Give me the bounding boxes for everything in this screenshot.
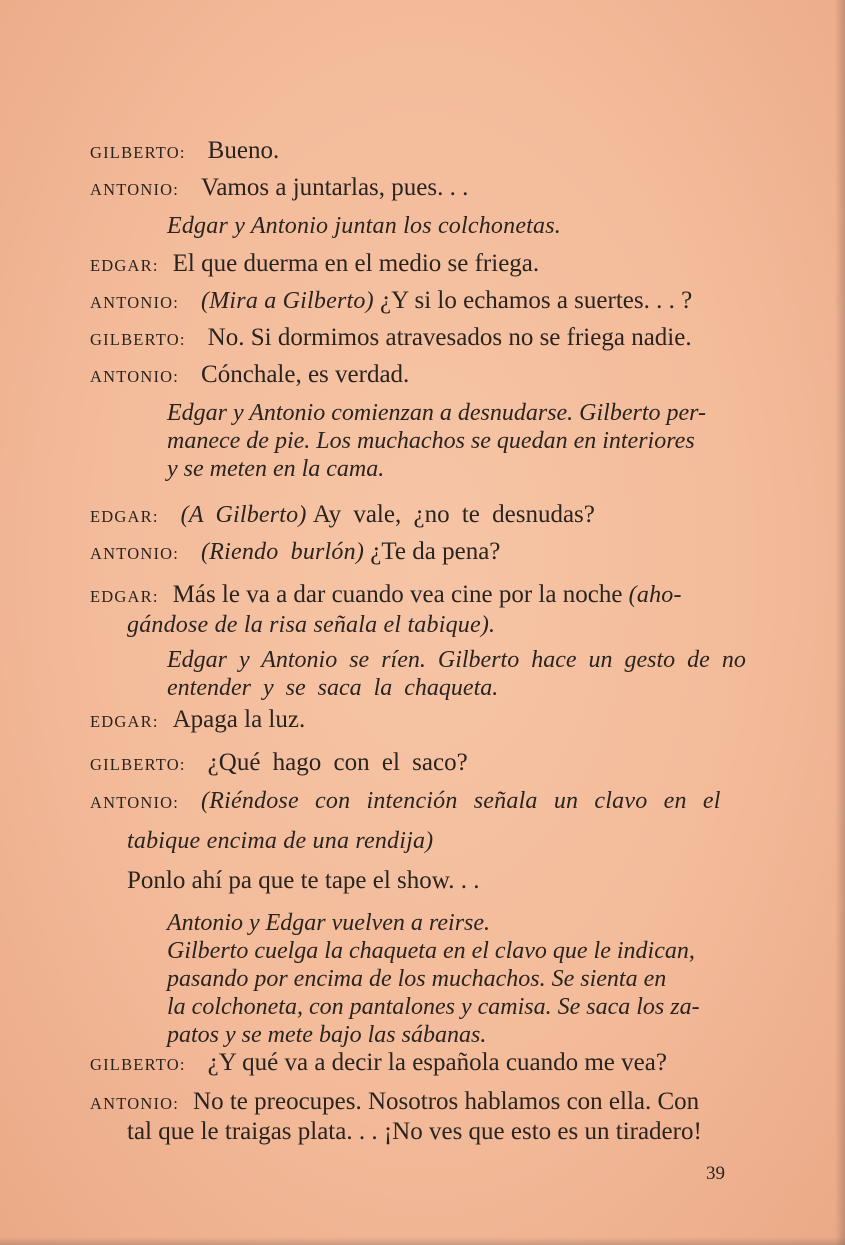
dialogue-text: ¿Qué hago con el saco? <box>207 749 468 776</box>
dialogue-line <box>90 249 539 279</box>
stage-line: pasando por encima de los muchachos. Se sienta en <box>167 966 667 992</box>
dialogue-text: Cónchale, es verdad. <box>201 361 410 388</box>
stage-direction: Edgar y Antonio juntan los colchonetas. <box>167 213 561 239</box>
speaker-name: ANTONIO: <box>90 544 180 563</box>
dialogue-text: Ay vale, ¿no te desnudas? <box>312 501 595 528</box>
speaker-name: ANTONIO: <box>90 1094 180 1113</box>
dialogue-line <box>90 323 692 353</box>
stage-line: y se meten en la cama. <box>167 456 385 482</box>
stage-line: Edgar y Antonio se ríen. Gilberto hace un gesto de no <box>167 647 746 673</box>
stage-direction: (Riendo burlón) <box>201 539 365 565</box>
dialogue-text: ¿Y si lo echamos a suertes. . . ? <box>380 287 693 314</box>
dialogue-line <box>90 360 409 390</box>
dialogue-line <box>90 580 682 610</box>
speaker-name: ANTONIO: <box>90 367 180 386</box>
dialogue-line <box>90 286 692 316</box>
dialogue-line <box>90 1048 667 1078</box>
stage-line: Edgar y Antonio comienzan a desnudarse. Gilberto per- <box>167 400 707 426</box>
dialogue-text: Vamos a juntarlas, pues. . . <box>201 174 469 201</box>
dialogue-text: El que duerma en el medio se friega. <box>172 250 540 277</box>
speaker-name: ANTONIO: <box>90 293 180 312</box>
stage-direction: (Mira a Gilberto) <box>201 288 374 314</box>
speaker-name: GILBERTO: <box>90 143 186 162</box>
dialogue-line <box>90 136 279 166</box>
dialogue-line <box>90 173 468 203</box>
stage-line: manece de pie. Los muchachos se quedan en interiores <box>167 428 695 454</box>
stage-direction-block <box>167 646 746 702</box>
stage-direction-block <box>167 909 700 1049</box>
dialogue-text: Bueno. <box>207 137 280 164</box>
dialogue-text: No te preocupes. Nosotros hablamos con ella. Con <box>193 1088 700 1115</box>
dialogue-line <box>90 748 468 778</box>
dialogue-text: ¿Y qué va a decir la española cuando me vea? <box>207 1049 667 1076</box>
page-edge-shadow <box>835 0 845 1245</box>
stage-direction: (aho- <box>628 582 682 608</box>
page-number: 39 <box>706 1163 725 1184</box>
stage-line: Gilberto cuelga la chaqueta en el clavo que le indican, <box>167 938 695 964</box>
page-edge-shadow <box>0 1237 845 1245</box>
stage-direction: tabique encima de una rendija) <box>127 828 434 854</box>
stage-direction: (Riéndose con intención señala un clavo en el <box>201 788 721 814</box>
dialogue-line <box>90 705 305 735</box>
speaker-name: GILBERTO: <box>90 330 186 349</box>
speaker-name: EDGAR: <box>90 712 159 731</box>
dialogue-line <box>90 1087 699 1117</box>
speaker-name: ANTONIO: <box>90 793 180 812</box>
stage-line: entender y se saca la chaqueta. <box>167 675 499 701</box>
stage-direction: (A Gilberto) <box>180 502 307 528</box>
dialogue-text: No. Si dormimos atravesados no se friega nadie. <box>207 324 692 351</box>
stage-direction: gándose de la risa señala el tabique). <box>127 612 496 638</box>
dialogue-text: Apaga la luz. <box>172 706 306 733</box>
stage-direction-block <box>167 399 706 483</box>
speaker-name: GILBERTO: <box>90 1055 186 1074</box>
dialogue-text: Ponlo ahí pa que te tape el show. . . <box>127 867 480 894</box>
dialogue-line <box>90 786 721 816</box>
dialogue-line <box>90 537 500 567</box>
dialogue-text: ¿Te da pena? <box>370 538 501 565</box>
speaker-name: GILBERTO: <box>90 755 186 774</box>
dialogue-text: Más le va a dar cuando vea cine por la noche <box>172 581 623 608</box>
speaker-name: EDGAR: <box>90 256 159 275</box>
stage-line: la colchoneta, con pantalones y camisa. Se saca los za- <box>167 994 700 1020</box>
stage-line: patos y se mete bajo las sábanas. <box>167 1022 487 1048</box>
speaker-name: EDGAR: <box>90 587 159 606</box>
dialogue-text: tal que le traigas plata. . . ¡No ves que esto es un tiradero! <box>127 1118 702 1145</box>
dialogue-line <box>90 500 595 530</box>
speaker-name: EDGAR: <box>90 507 159 526</box>
stage-line: Antonio y Edgar vuelven a reirse. <box>167 910 491 936</box>
speaker-name: ANTONIO: <box>90 180 180 199</box>
